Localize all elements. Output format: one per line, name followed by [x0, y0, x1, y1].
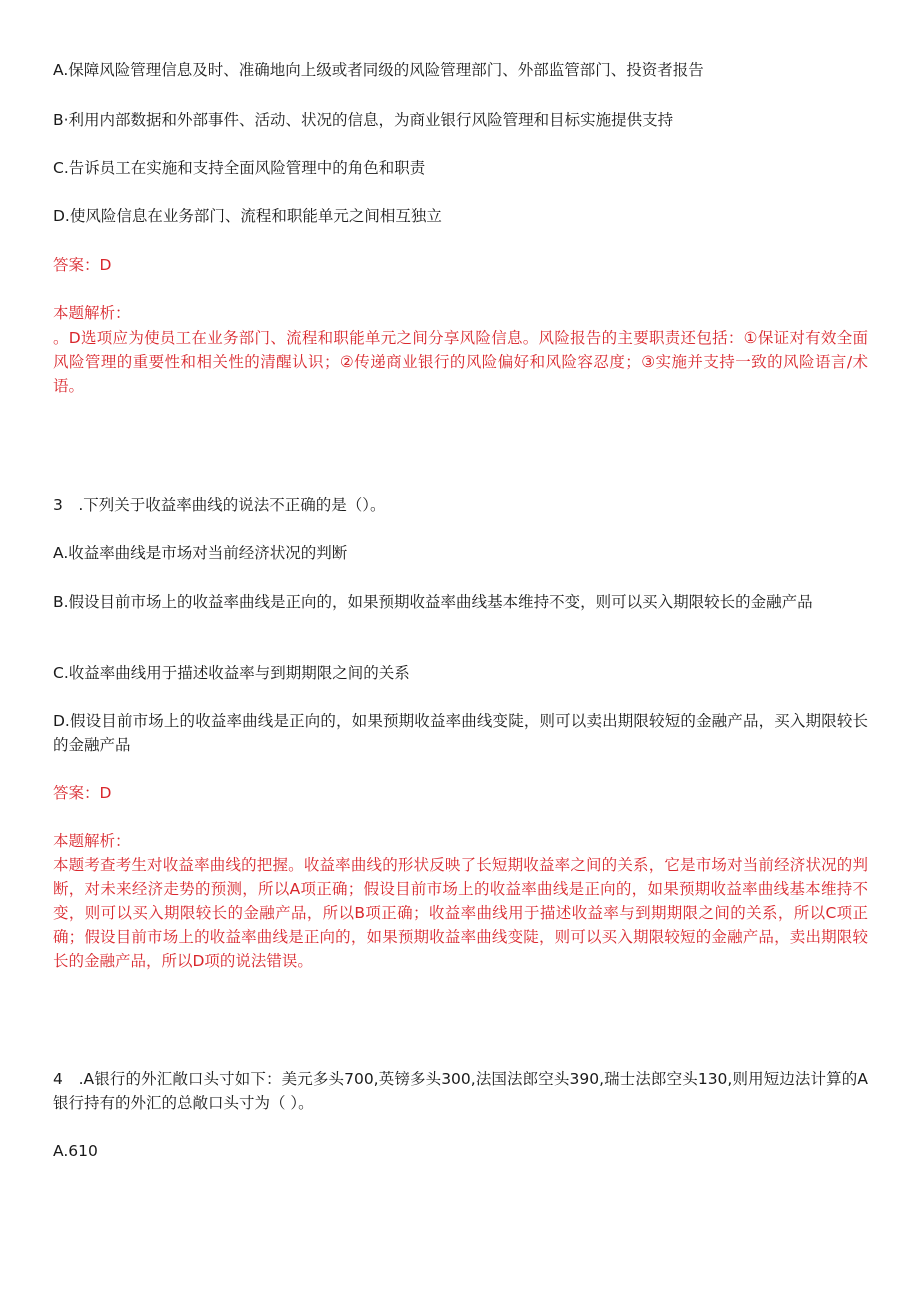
q2-answer: 答案：D [53, 256, 112, 274]
q3-option-d: D.假设目前市场上的收益率曲线是正向的，如果预期收益率曲线变陡，则可以卖出期限较短的金融产品，买入期限较长的金融产品 [53, 712, 868, 754]
q3-stem: 3 .下列关于收益率曲线的说法不正确的是（）。 [53, 496, 386, 514]
q3-option-b: B.假设目前市场上的收益率曲线是正向的，如果预期收益率曲线基本维持不变，则可以买入期限较长的金融产品 [53, 593, 813, 611]
q3-analysis-label: 本题解析： [53, 832, 131, 850]
q2-option-c: C.告诉员工在实施和支持全面风险管理中的角色和职责 [53, 159, 426, 177]
q3-answer: 答案：D [53, 784, 112, 802]
q2-option-a: A.保障风险管理信息及时、准确地向上级或者同级的风险管理部门、外部监管部门、投资者报告 [53, 61, 704, 79]
q4-option-a: A.610 [53, 1142, 98, 1160]
q3-option-c: C.收益率曲线用于描述收益率与到期期限之间的关系 [53, 664, 410, 682]
q3-analysis-text: 本题考查考生对收益率曲线的把握。收益率曲线的形状反映了长短期收益率之间的关系，它是市场对当前经济状况的判断，对未来经济走势的预测，所以A项正确；假设目前市场上的收益率曲线是正向的，如果预期收益率曲线基本维持不变，则可以买入期限较长的金融产品，所以B项正确；收益率曲线用于描述收益率与到期期限之间的关系，所以C项正确；假设目前市场上的收益率曲线是正向的，如果预期收益率曲线变陡，则可以买入期限较短的金融产品，卖出期限较长的金融产品，所以D项的说法错误。 [53, 856, 868, 970]
q2-analysis-text: 。D选项应为使员工在业务部门、流程和职能单元之间分享风险信息。风险报告的主要职责还包括：①保证对有效全面风险管理的重要性和相关性的清醒认识；②传递商业银行的风险偏好和风险容忍度；③实施并支持一致的风险语言/术语。 [53, 329, 868, 395]
q3-option-a: A.收益率曲线是市场对当前经济状况的判断 [53, 544, 348, 562]
q4-stem: 4 .A银行的外汇敞口头寸如下：美元多头700,英镑多头300,法国法郎空头390,瑞士法郎空头130,则用短边法计算的A银行持有的外汇的总敞口头寸为（ ）。 [53, 1070, 868, 1112]
q2-option-d: D.使风险信息在业务部门、流程和职能单元之间相互独立 [53, 207, 442, 225]
q2-option-b: B·利用内部数据和外部事件、活动、状况的信息，为商业银行风险管理和目标实施提供支持 [53, 111, 674, 129]
q2-analysis-label: 本题解析： [53, 304, 131, 322]
